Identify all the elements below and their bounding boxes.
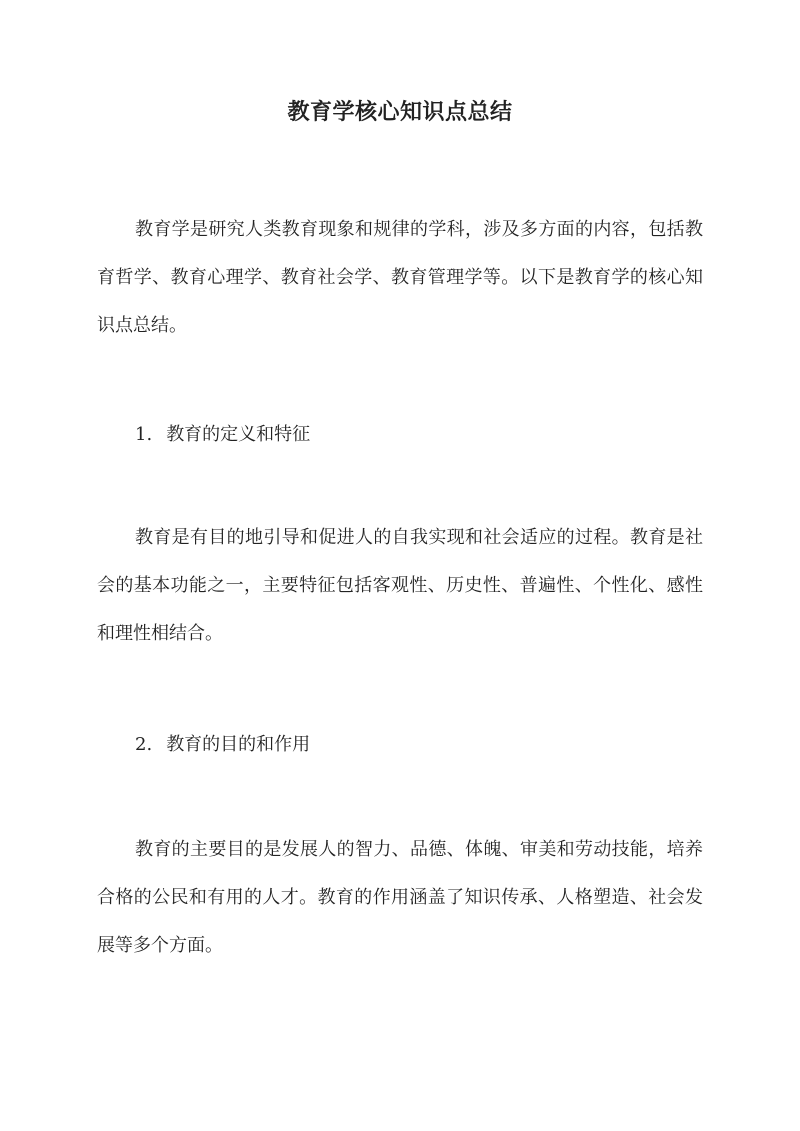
document-title: 教育学核心知识点总结 — [287, 99, 513, 125]
section-body-2: 教育的主要目的是发展人的智力、品德、体魄、审美和劳动技能，培养合格的公民和有用的人才。教育的作用涵盖了知识传承、人格塑造、社会发展等多个方面。 — [97, 839, 703, 956]
section-number: 1. — [135, 424, 153, 445]
section-heading-2 — [135, 730, 310, 760]
section-heading-text: 教育的定义和特征 — [166, 424, 311, 445]
section-number: 2. — [135, 734, 153, 755]
section-heading-text: 教育的目的和作用 — [166, 734, 311, 755]
section-body-1: 教育是有目的地引导和促进人的自我实现和社会适应的过程。教育是社会的基本功能之一，主要特征包括客观性、历史性、普遍性、个性化、感性和理性相结合。 — [97, 527, 703, 644]
intro-paragraph: 教育学是研究人类教育现象和规律的学科，涉及多方面的内容，包括教育哲学、教育心理学、教育社会学、教育管理学等。以下是教育学的核心知识点总结。 — [97, 219, 703, 336]
section-heading-1 — [135, 420, 310, 450]
